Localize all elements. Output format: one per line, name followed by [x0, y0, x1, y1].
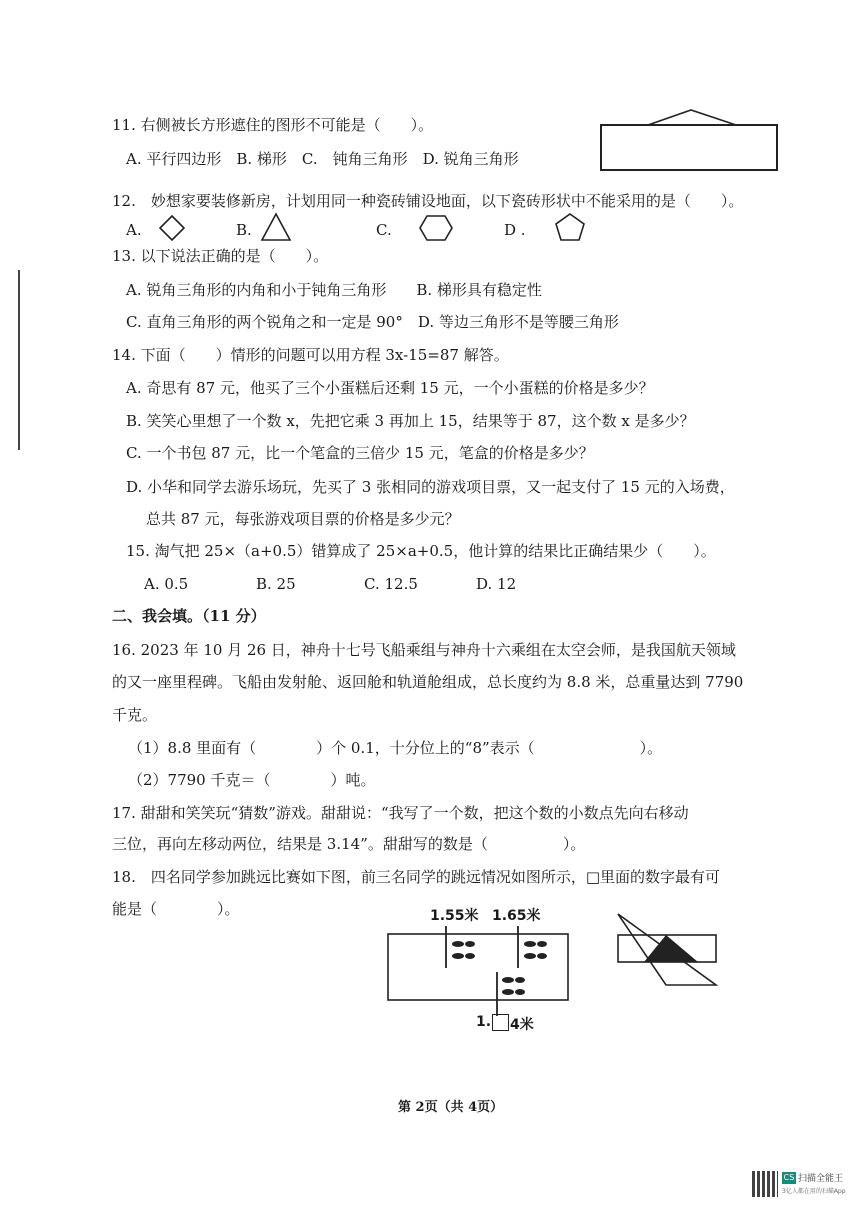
hexagon-tile-icon — [418, 214, 454, 242]
q15-option-a: A. 0.5 — [144, 575, 189, 593]
q12-option-b: B. — [236, 221, 252, 239]
q15-option-c: C. 12.5 — [364, 575, 418, 593]
q12-stem: 12. 妙想家要装修新房，计划用同一种瓷砖铺设地面，以下瓷砖形状中不能采用的是（ ）。 — [112, 192, 744, 210]
q15-option-d: D. 12 — [476, 575, 517, 593]
margin-line — [18, 270, 20, 450]
q16-sub1: （1）8.8 里面有（ ）个 0.1，十分位上的“8”表示（ ）。 — [128, 739, 663, 757]
q12-option-a: A. — [126, 221, 142, 239]
q11-options: A. 平行四边形 B. 梯形 C. 钝角三角形 D. 锐角三角形 — [126, 150, 519, 168]
q13-options-line2: C. 直角三角形的两个锐角之和一定是 90° D. 等边三角形不是等腰三角形 — [126, 313, 619, 331]
q18-line1: 18. 四名同学参加跳远比赛如下图，前三名同学的跳远情况如图所示，□里面的数字最有可 — [112, 868, 721, 886]
q15-option-b: B. 25 — [256, 575, 296, 593]
qr-code-icon — [752, 1171, 778, 1197]
q13-stem: 13. 以下说法正确的是（ ）。 — [112, 247, 329, 265]
q13-options-line1: A. 锐角三角形的内角和小于钝角三角形 B. 梯形具有稳定性 — [126, 281, 542, 299]
triangle-tile-icon — [260, 212, 292, 242]
pentagon-tile-icon — [554, 212, 586, 242]
q14-option-a: A. 奇思有 87 元，他买了三个小蛋糕后还剩 15 元，一个小蛋糕的价格是多少？ — [126, 379, 654, 397]
overlap-shapes-figure — [614, 912, 720, 992]
jump-mark-2-label: 1.65米 — [492, 908, 541, 924]
q17-line2: 三位，再向左移动两位，结果是 3.14”。甜甜写的数是（ ）。 — [112, 835, 586, 853]
q17-line1: 17. 甜甜和笑笑玩“猜数”游戏。甜甜说：“我写了一个数，把这个数的小数点先向右移动 — [112, 804, 689, 822]
q12-option-d: D . — [504, 221, 526, 239]
q14-stem: 14. 下面（ ）情形的问题可以用方程 3x-15=87 解答。 — [112, 346, 509, 364]
q14-option-d-line1: D. 小华和同学去游乐场玩，先买了 3 张相同的游戏项目票，又一起支付了 15 元的入场费， — [126, 478, 735, 496]
q16-line3: 千克。 — [112, 706, 158, 724]
q14-option-b: B. 笑笑心里想了一个数 x，先把它乘 3 再加上 15，结果等于 87，这个数 x 是多少？ — [126, 412, 695, 430]
section-heading: 二、我会填。（11 分） — [112, 607, 266, 625]
q12-option-c: C. — [376, 221, 392, 239]
jump-mark-1-label: 1.55米 — [430, 908, 479, 924]
unknown-digit-box — [492, 1014, 509, 1031]
scanner-tagline: 3亿人都在用的扫描App — [782, 1188, 846, 1195]
q18-line2: 能是（ ）。 — [112, 900, 240, 918]
page-footer: 第 2页（共 4页） — [398, 1100, 504, 1115]
rhombus-tile-icon — [158, 214, 186, 242]
q16-line2: 的又一座里程碑。飞船由发射舱、返回舱和轨道舱组成，总长度约为 8.8 米，总重量达到 7790 — [112, 673, 744, 691]
q16-sub2: （2）7790 千克＝（ ）吨。 — [128, 771, 376, 789]
q16-line1: 16. 2023 年 10 月 26 日，神舟十七号飞船乘组与神舟十六乘组在太空会师，是我国航天领域 — [112, 641, 736, 659]
q14-option-d-line2: 总共 87 元，每张游戏项目票的价格是多少元？ — [146, 510, 460, 528]
scanner-logo: CS — [783, 1173, 795, 1182]
q15-stem: 15. 淘气把 25×（a+0.5）错算成了 25×a+0.5，他计算的结果比正确结果少（ ）。 — [126, 542, 716, 560]
q14-option-c: C. 一个书包 87 元，比一个笔盒的三倍少 15 元，笔盒的价格是多少？ — [126, 444, 594, 462]
jump-mark-3-suffix: 4米 — [510, 1017, 534, 1033]
q11-stem: 11. 右侧被长方形遮住的图形不可能是（ ）。 — [112, 116, 434, 134]
jump-mark-3-prefix: 1. — [476, 1014, 492, 1030]
q11-covered-shape-figure — [596, 104, 782, 174]
scanner-name: 扫描全能王 — [798, 1174, 844, 1184]
